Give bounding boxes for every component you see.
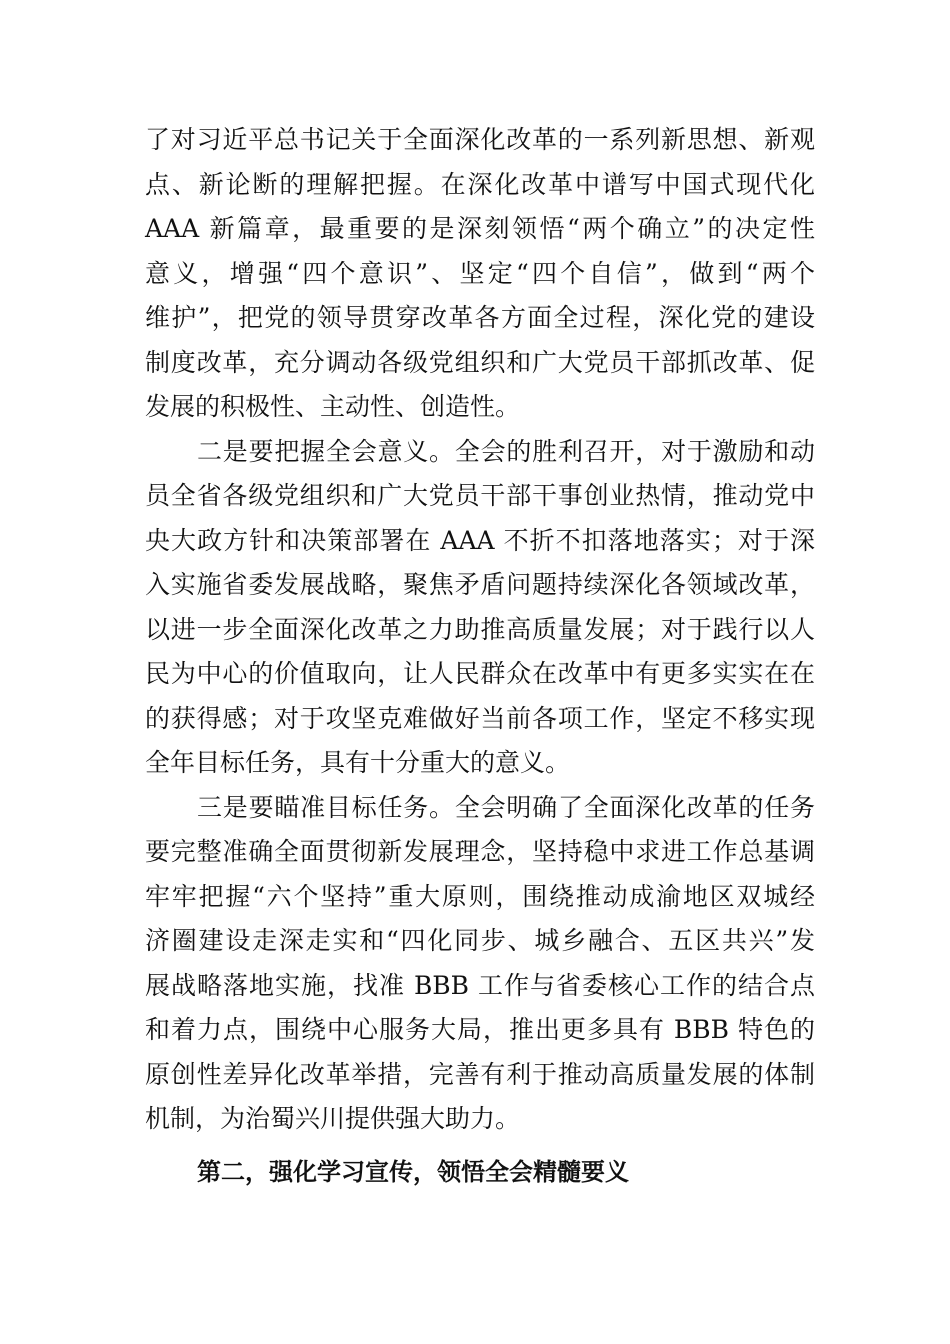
- paragraph-3: [145, 786, 815, 1142]
- text-line: 制度改革，充分调动各级党组织和广大党员干部抓改革、促: [145, 347, 815, 377]
- text-line: 入实施省委发展战略，聚焦矛盾问题持续深化各领域改革，: [145, 570, 815, 599]
- text-line: 要完整准确全面贯彻新发展理念，坚持稳中求进工作总基调: [145, 837, 815, 866]
- text-line: 民为中心的价值取向，让人民群众在改革中有更多实实在在: [145, 659, 815, 688]
- text-line: 展战略落地实施，找准 BBB 工作与省委核心工作的结合点: [145, 970, 815, 1000]
- text-line: 牢牢把握“六个坚持”重大原则，围绕推动成渝地区双城经: [145, 881, 815, 911]
- text-line: 和着力点，围绕中心服务大局，推出更多具有 BBB 特色的: [145, 1015, 815, 1044]
- text-line: 二是要把握全会意义。全会的胜利召开，对于激励和动: [197, 436, 815, 466]
- text-line: 员全省各级党组织和广大党员干部干事创业热情，推动党中: [145, 481, 815, 510]
- text-line: 全年目标任务，具有十分重大的意义。: [145, 748, 571, 777]
- section-heading: 第二，强化学习宣传，领悟全会精髓要义: [197, 1157, 629, 1186]
- text-line: 意义，增强“四个意识”、坚定“四个自信”，做到“两个: [145, 258, 815, 288]
- text-line: 维护”，把党的领导贯穿改革各方面全过程，深化党的建设: [145, 303, 815, 332]
- text-line: AAA 新篇章，最重要的是深刻领悟“两个确立”的决定性: [145, 214, 815, 243]
- paragraph-1: [145, 118, 815, 430]
- text-line: 发展的积极性、主动性、创造性。: [145, 392, 521, 421]
- text-line: 的获得感；对于攻坚克难做好当前各项工作，坚定不移实现: [145, 703, 815, 733]
- text-line: 央大政方针和决策部署在 AAA 不折不扣落地落实；对于深: [145, 525, 815, 555]
- text-line: 三是要瞄准目标任务。全会明确了全面深化改革的任务: [197, 792, 815, 822]
- text-line: 机制，为治蜀兴川提供强大助力。: [145, 1104, 521, 1133]
- text-line: 点、新论断的理解把握。在深化改革中谱写中国式现代化: [145, 169, 815, 199]
- text-line: 了对习近平总书记关于全面深化改革的一系列新思想、新观: [145, 125, 815, 154]
- paragraph-2: [145, 430, 815, 786]
- text-line: 原创性差异化改革举措，完善有利于推动高质量发展的体制: [145, 1059, 815, 1089]
- document-body: [145, 118, 815, 1194]
- text-line: 济圈建设走深走实和“四化同步、城乡融合、五区共兴”发: [145, 926, 815, 955]
- text-line: 以进一步全面深化改革之力助推高质量发展；对于践行以人: [145, 614, 815, 644]
